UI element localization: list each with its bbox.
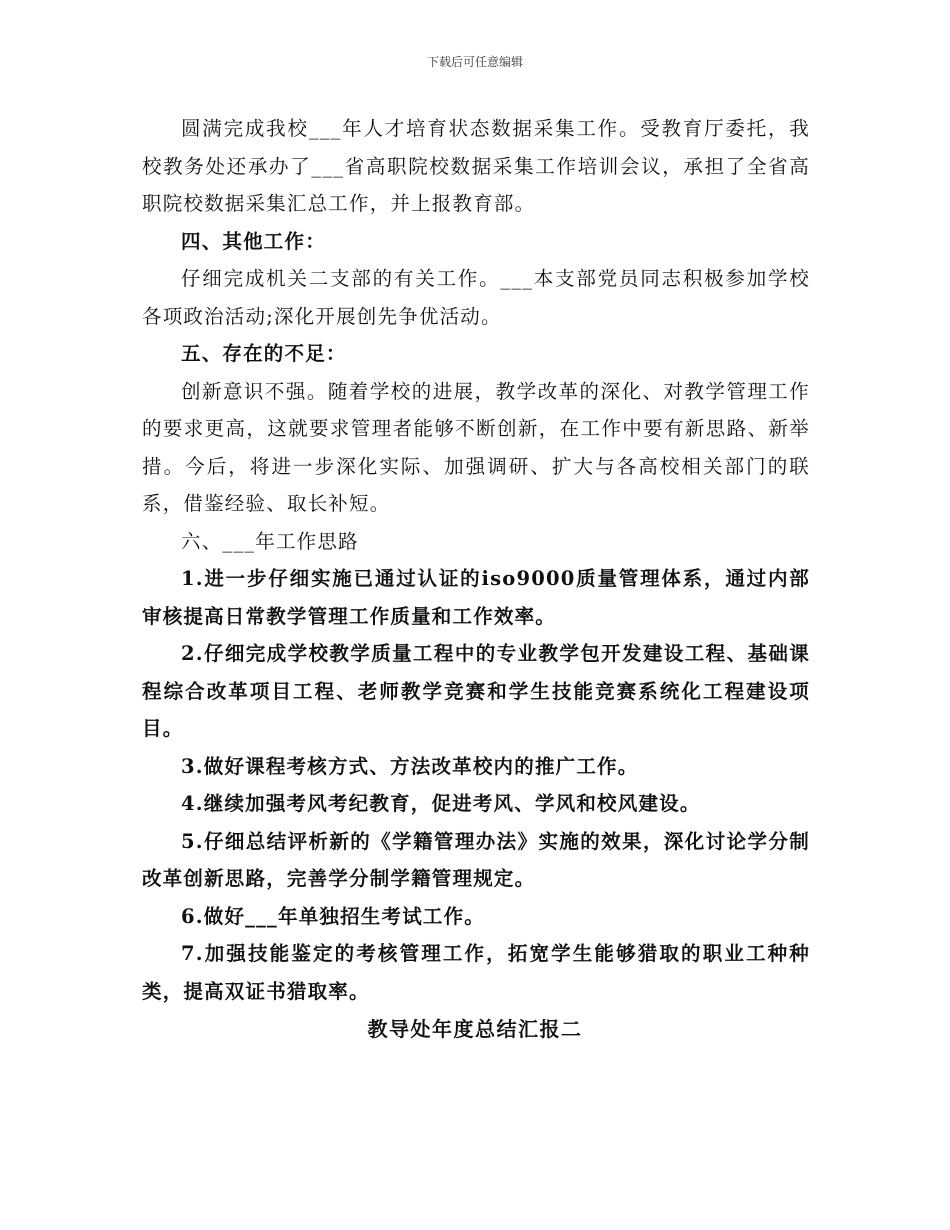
document-body <box>142 110 810 1010</box>
paragraph: 创新意识不强。随着学校的进展，教学改革的深化、对教学管理工作的要求更高，这就要求管理者能够不断创新，在工作中要有新思路、新举措。今后，将进一步深化实际、加强调研、扩大与各高校相关部门的联系，借鉴经验、取长补短。 <box>142 379 810 515</box>
paragraph: 圆满完成我校___年人才培育状态数据采集工作。受教育厅委托，我校教务处还承办了___省高职院校数据采集工作培训会议，承担了全省高职院校数据采集汇总工作，并上报教育部。 <box>142 117 810 215</box>
list-item: 4.继续加强考风考纪教育，促进考风、学风和校风建设。 <box>181 792 701 815</box>
paragraph: 仔细完成机关二支部的有关工作。___本支部党员同志积极参加学校各项政治活动;深化开展创先争优活动。 <box>142 267 810 328</box>
section-heading: 六、___年工作思路 <box>181 529 359 553</box>
page-header: 下载后可任意编辑 <box>426 55 523 69</box>
list-item: 6.做好___年单独招生考试工作。 <box>181 904 486 928</box>
section-heading: 四、其他工作： <box>181 229 326 253</box>
list-item: 7.加强技能鉴定的考核管理工作，拓宽学生能够猎取的职业工种种类，提高双证书猎取率。 <box>142 942 810 1003</box>
next-section-title: 教导处年度总结汇报二 <box>367 1017 583 1041</box>
section-heading: 五、存在的不足： <box>181 342 347 365</box>
list-item: 1.进一步仔细实施已通过认证的iso9000质量管理体系，通过内部审核提高日常教学管理工作质量和工作效率。 <box>142 567 810 628</box>
list-item: 3.做好课程考核方式、方法改革校内的推广工作。 <box>181 754 639 778</box>
list-item: 2.仔细完成学校教学质量工程中的专业教学包开发建设工程、基础课程综合改革项目工程、老师教学竞赛和学生技能竞赛系统化工程建设项目。 <box>142 642 810 740</box>
list-item: 5.仔细总结评析新的《学籍管理办法》实施的效果，深化讨论学分制改革创新思路，完善学分制学籍管理规定。 <box>142 829 810 890</box>
